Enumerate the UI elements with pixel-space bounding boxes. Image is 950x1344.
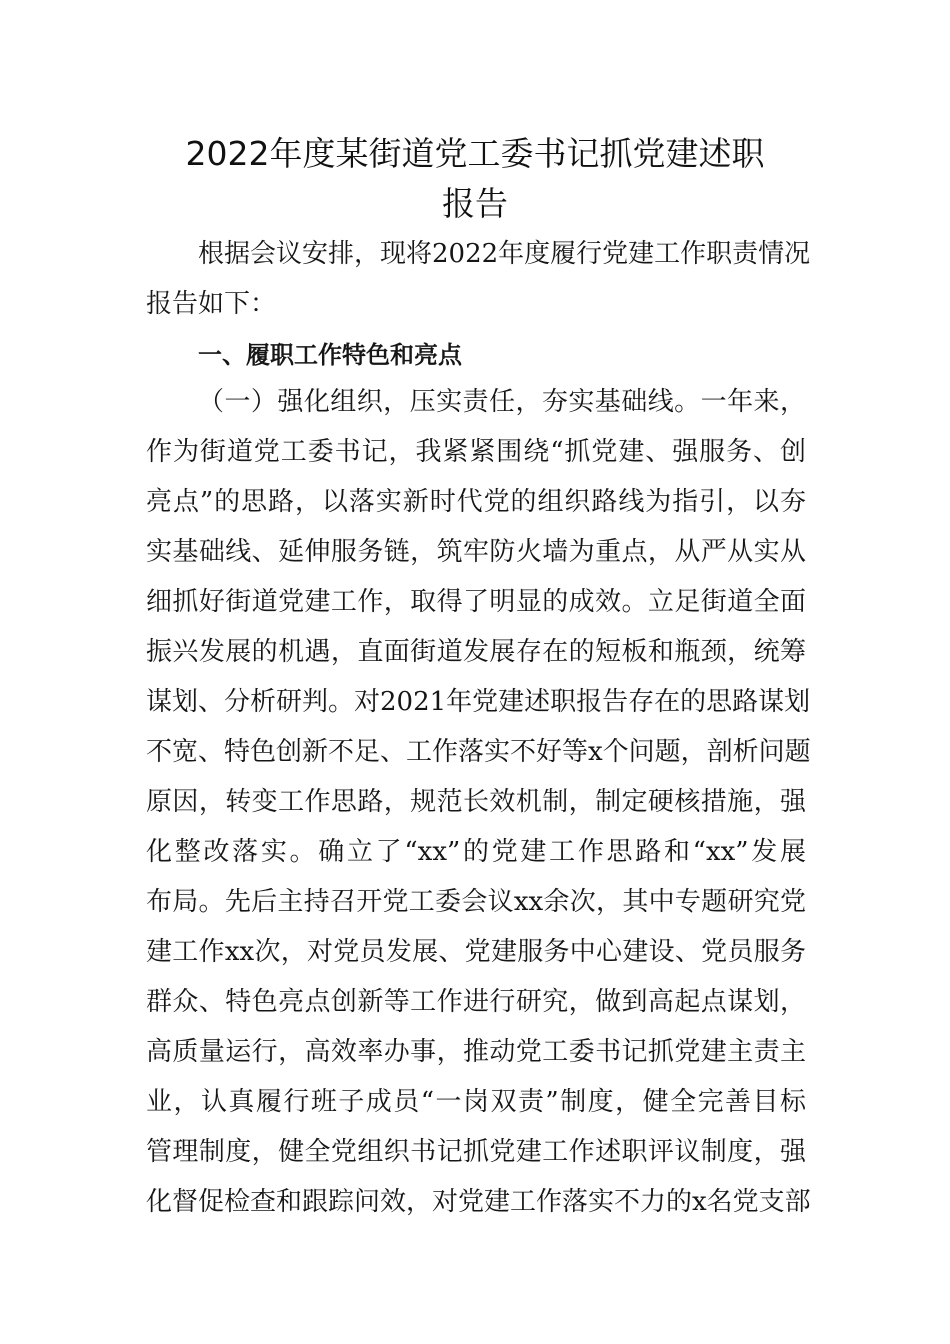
body-line: 振兴发展的机遇，直面街道发展存在的短板和瓶颈，统筹: [146, 637, 806, 667]
section-heading: 一、履职工作特色和亮点: [198, 341, 462, 369]
body-line: 群众、特色亮点创新等工作进行研究，做到高起点谋划，: [146, 987, 806, 1017]
body-line: 化整改落实。确立了“xx”的党建工作思路和“xx”发展: [146, 837, 806, 867]
body-line: 谋划、分析研判。对2021年党建述职报告存在的思路谋划: [146, 687, 811, 717]
body-line: 作为街道党工委书记，我紧紧围绕“抓党建、强服务、创: [146, 437, 806, 467]
body-line: 建工作xx次，对党员发展、党建服务中心建设、党员服务: [146, 937, 806, 967]
body-line: 化督促检查和跟踪问效，对党建工作落实不力的x名党支部: [146, 1187, 811, 1217]
body-line: 布局。先后主持召开党工委会议xx余次，其中专题研究党: [146, 887, 806, 917]
body-line: 高质量运行，高效率办事，推动党工委书记抓党建主责主: [146, 1037, 806, 1067]
body-line: 管理制度，健全党组织书记抓党建工作述职评议制度，强: [146, 1137, 806, 1167]
body-line: 细抓好街道党建工作，取得了明显的成效。立足街道全面: [146, 587, 806, 617]
body-line: 原因，转变工作思路，规范长效机制，制定硬核措施，强: [146, 787, 806, 817]
document-title-line-2: 报告: [442, 184, 508, 223]
body-line: 实基础线、延伸服务链，筑牢防火墙为重点，从严从实从: [146, 537, 806, 567]
document-title-line-1: 2022年度某街道党工委书记抓党建述职: [185, 134, 765, 173]
body-line: 亮点”的思路，以落实新时代党的组织路线为指引，以夯: [146, 487, 806, 517]
body-line: 根据会议安排，现将2022年度履行党建工作职责情况: [198, 239, 811, 269]
body-line: （一）强化组织，压实责任，夯实基础线。一年来，: [198, 387, 806, 417]
body-line: 报告如下：: [146, 289, 277, 319]
body-line: 业，认真履行班子成员“一岗双责”制度，健全完善目标: [146, 1087, 806, 1117]
body-line: 不宽、特色创新不足、工作落实不好等x个问题，剖析问题: [146, 737, 811, 767]
